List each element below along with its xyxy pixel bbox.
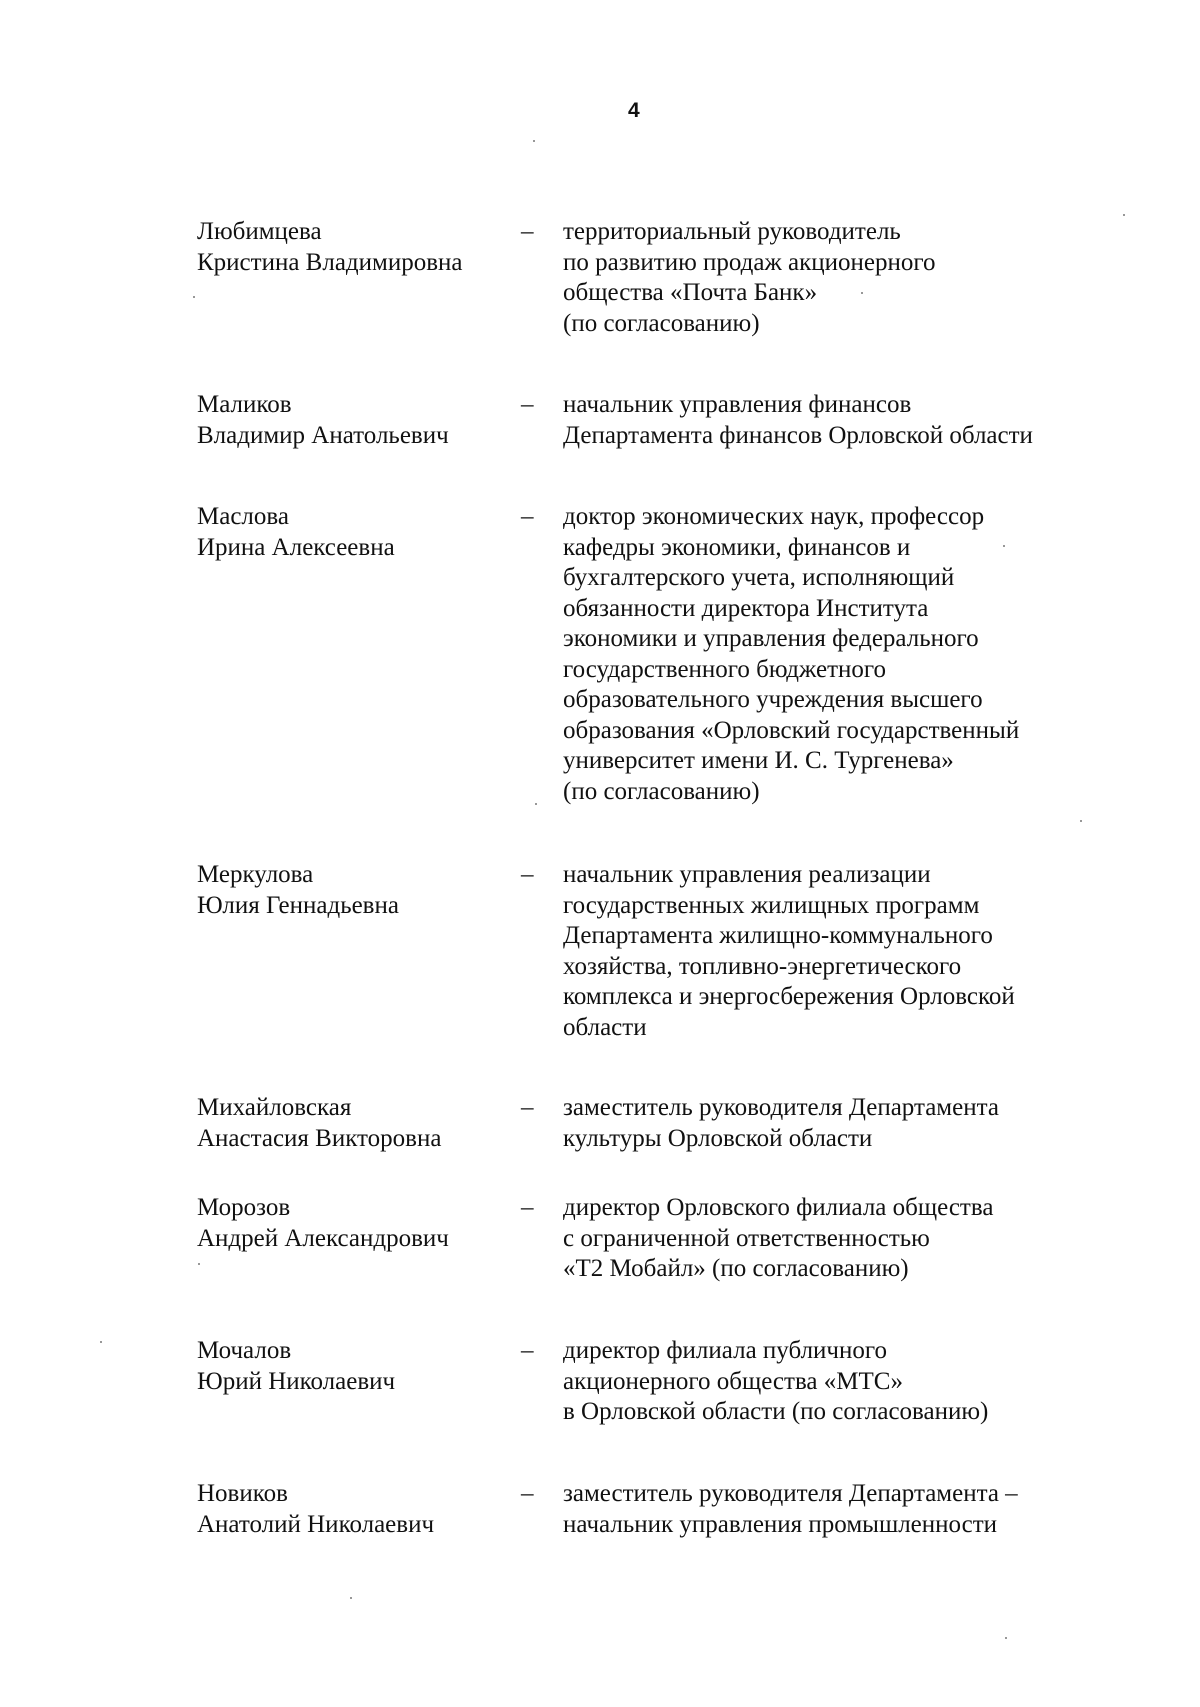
separator-dash: –: [521, 503, 534, 530]
position-line: (по согласованию): [563, 777, 760, 805]
position-line: доктор экономических наук, профессор: [563, 503, 985, 530]
scan-speck: [350, 1597, 352, 1599]
position-line: образовательного учреждения высшего: [563, 686, 983, 713]
separator-dash: –: [521, 1337, 534, 1364]
member-surname: Маслова: [197, 503, 289, 530]
position-line: заместитель руководителя Департамента –: [563, 1480, 1018, 1507]
page-number: 4: [628, 99, 640, 122]
separator-dash: –: [521, 1094, 534, 1121]
member-position: [563, 1336, 1083, 1428]
position-line: начальник управления промышленности: [563, 1510, 998, 1538]
member-surname: Меркулова: [197, 861, 314, 888]
member-position: [563, 1093, 1083, 1154]
scan-speck: [1003, 545, 1005, 547]
member-surname: Любимцева: [197, 218, 322, 245]
position-line: директор филиала публичного: [563, 1337, 888, 1364]
position-line: обязанности директора Института: [563, 594, 929, 622]
member-position: [563, 1479, 1083, 1540]
position-line: Департамента финансов Орловской области: [563, 421, 1033, 449]
position-line: кафедры экономики, финансов и: [563, 533, 911, 561]
position-line: общества «Почта Банк»: [563, 279, 818, 306]
position-line: комплекса и энергосбережения Орловской: [563, 983, 1015, 1010]
position-line: (по согласованию): [563, 309, 760, 337]
member-surname: Маликов: [197, 391, 292, 418]
member-surname: Мочалов: [197, 1337, 292, 1364]
member-given-names: Анастасия Викторовна: [197, 1124, 442, 1152]
member-given-names: Юрий Николаевич: [197, 1367, 396, 1395]
scan-speck: [533, 140, 535, 142]
scan-speck: [193, 296, 195, 298]
member-name: [197, 1193, 517, 1254]
position-line: директор Орловского филиала общества: [563, 1194, 994, 1221]
member-position: [563, 217, 1083, 339]
position-line: начальник управления реализации: [563, 861, 931, 888]
member-given-names: Владимир Анатольевич: [197, 421, 449, 449]
scan-speck: [198, 1263, 200, 1265]
member-surname: Морозов: [197, 1194, 291, 1221]
position-line: заместитель руководителя Департамента: [563, 1094, 999, 1121]
member-name: [197, 1093, 517, 1154]
member-name: [197, 1336, 517, 1397]
position-line: в Орловской области (по согласованию): [563, 1398, 989, 1425]
position-line: акционерного общества «МТС»: [563, 1367, 903, 1395]
separator-dash: –: [521, 218, 534, 245]
position-line: культуры Орловской области: [563, 1124, 873, 1152]
member-surname: Михайловская: [197, 1094, 352, 1121]
member-given-names: Анатолий Николаевич: [197, 1510, 435, 1538]
position-line: Департамента жилищно-коммунального: [563, 922, 993, 949]
position-line: области: [563, 1013, 647, 1041]
member-given-names: Андрей Александрович: [197, 1224, 449, 1252]
position-line: «Т2 Мобайл» (по согласованию): [563, 1255, 909, 1282]
position-line: образования «Орловский государственный: [563, 716, 1020, 744]
separator-dash: –: [521, 1194, 534, 1221]
member-position: [563, 390, 1083, 451]
member-name: [197, 390, 517, 451]
position-line: начальник управления финансов: [563, 391, 912, 418]
scan-speck: [1005, 1637, 1007, 1639]
scan-speck: [1123, 214, 1125, 216]
position-line: экономики и управления федерального: [563, 625, 979, 652]
position-line: по развитию продаж акционерного: [563, 248, 936, 276]
member-name: [197, 502, 517, 563]
member-surname: Новиков: [197, 1480, 288, 1507]
member-given-names: Ирина Алексеевна: [197, 533, 395, 561]
scan-speck: [100, 1341, 102, 1343]
position-line: хозяйства, топливно-энергетического: [563, 952, 962, 980]
member-position: [563, 502, 1083, 807]
scan-speck: [535, 803, 537, 805]
member-name: [197, 860, 517, 921]
member-position: [563, 860, 1083, 1043]
position-line: университет имени И. С. Тургенева»: [563, 747, 954, 774]
position-line: с ограниченной ответственностью: [563, 1224, 930, 1252]
position-line: государственных жилищных программ: [563, 891, 980, 919]
position-line: бухгалтерского учета, исполняющий: [563, 564, 955, 591]
member-given-names: Кристина Владимировна: [197, 248, 463, 276]
member-position: [563, 1193, 1083, 1285]
scan-speck: [861, 292, 863, 294]
member-name: [197, 1479, 517, 1540]
separator-dash: –: [521, 1480, 534, 1507]
scan-speck: [1080, 820, 1082, 822]
member-name: [197, 217, 517, 278]
member-given-names: Юлия Геннадьевна: [197, 891, 399, 919]
separator-dash: –: [521, 861, 534, 888]
position-line: государственного бюджетного: [563, 655, 886, 683]
separator-dash: –: [521, 391, 534, 418]
position-line: территориальный руководитель: [563, 218, 901, 245]
